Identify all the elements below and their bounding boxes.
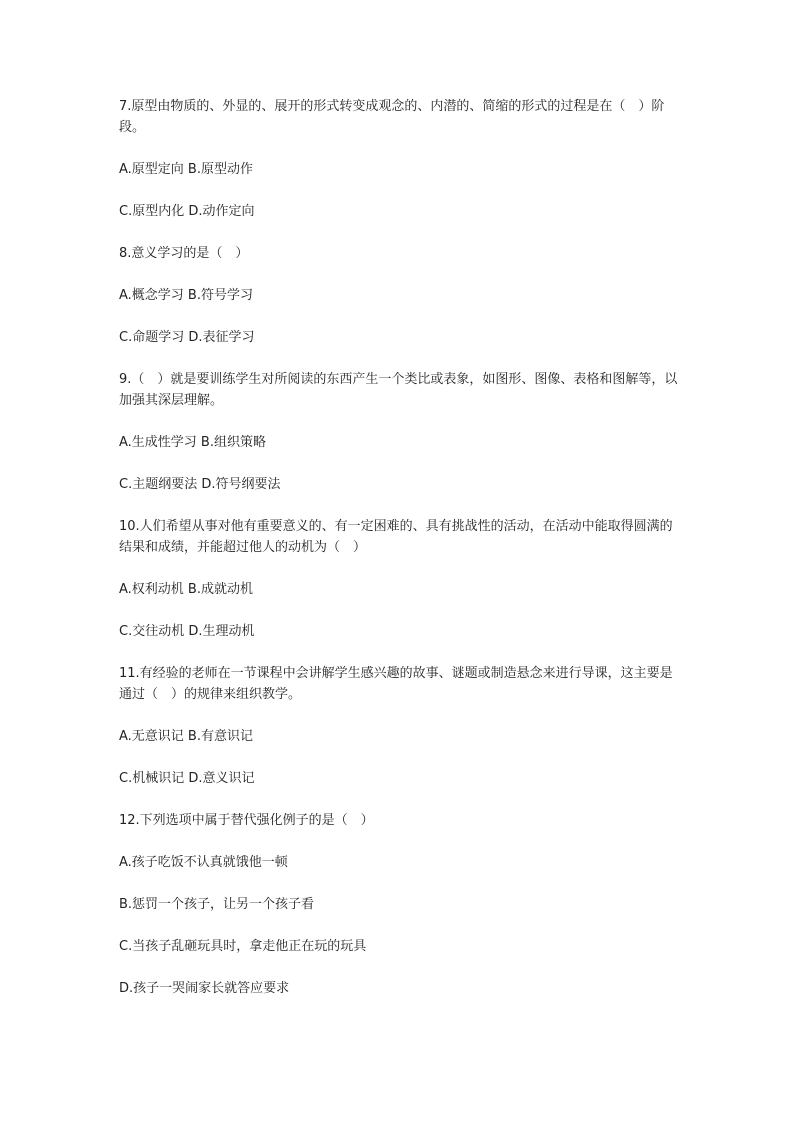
question-7-options-line-1: A.原型定向 B.原型动作 bbox=[119, 162, 253, 177]
question-8-options-line-1: A.概念学习 B.符号学习 bbox=[119, 288, 253, 303]
question-11-options-line-2: C.机械识记 D.意义识记 bbox=[119, 771, 255, 786]
question-8-stem: 8.意义学习的是（ ） bbox=[119, 246, 249, 261]
question-9-options-line-1: A.生成性学习 B.组织策略 bbox=[119, 435, 266, 450]
question-11-stem: 11.有经验的老师在一节课程中会讲解学生感兴趣的故事、谜题或制造悬念来进行导课，这主要是通过（ ）的规律来组织教学。 bbox=[119, 666, 673, 702]
question-10-options-line-1: A.权利动机 B.成就动机 bbox=[119, 582, 253, 597]
question-10-options-line-2: C.交往动机 D.生理动机 bbox=[119, 624, 255, 639]
question-12-stem: 12.下列选项中属于替代强化例子的是（ ） bbox=[119, 813, 374, 828]
question-9-stem: 9.（ ）就是要训练学生对所阅读的东西产生一个类比或表象，如图形、图像、表格和图解等，以加强其深层理解。 bbox=[119, 372, 678, 408]
question-12-option-c: C.当孩子乱砸玩具时，拿走他正在玩的玩具 bbox=[119, 939, 367, 954]
question-8-options-line-2: C.命题学习 D.表征学习 bbox=[119, 330, 255, 345]
question-12-option-b: B.惩罚一个孩子，让另一个孩子看 bbox=[119, 897, 315, 912]
question-12-option-d: D.孩子一哭闹家长就答应要求 bbox=[119, 981, 290, 996]
question-10-stem: 10.人们希望从事对他有重要意义的、有一定困难的、具有挑战性的活动，在活动中能取得圆满的结果和成绩，并能超过他人的动机为（ ） bbox=[119, 519, 673, 555]
question-12-option-a: A.孩子吃饭不认真就饿他一顿 bbox=[119, 855, 288, 870]
document-page bbox=[119, 96, 679, 1020]
question-7-options-line-2: C.原型内化 D.动作定向 bbox=[119, 204, 255, 219]
question-11-options-line-1: A.无意识记 B.有意识记 bbox=[119, 729, 253, 744]
question-9-options-line-2: C.主题纲要法 D.符号纲要法 bbox=[119, 477, 281, 492]
question-7-stem: 7.原型由物质的、外显的、展开的形式转变成观念的、内潜的、简缩的形式的过程是在（ ）阶段。 bbox=[119, 99, 665, 135]
